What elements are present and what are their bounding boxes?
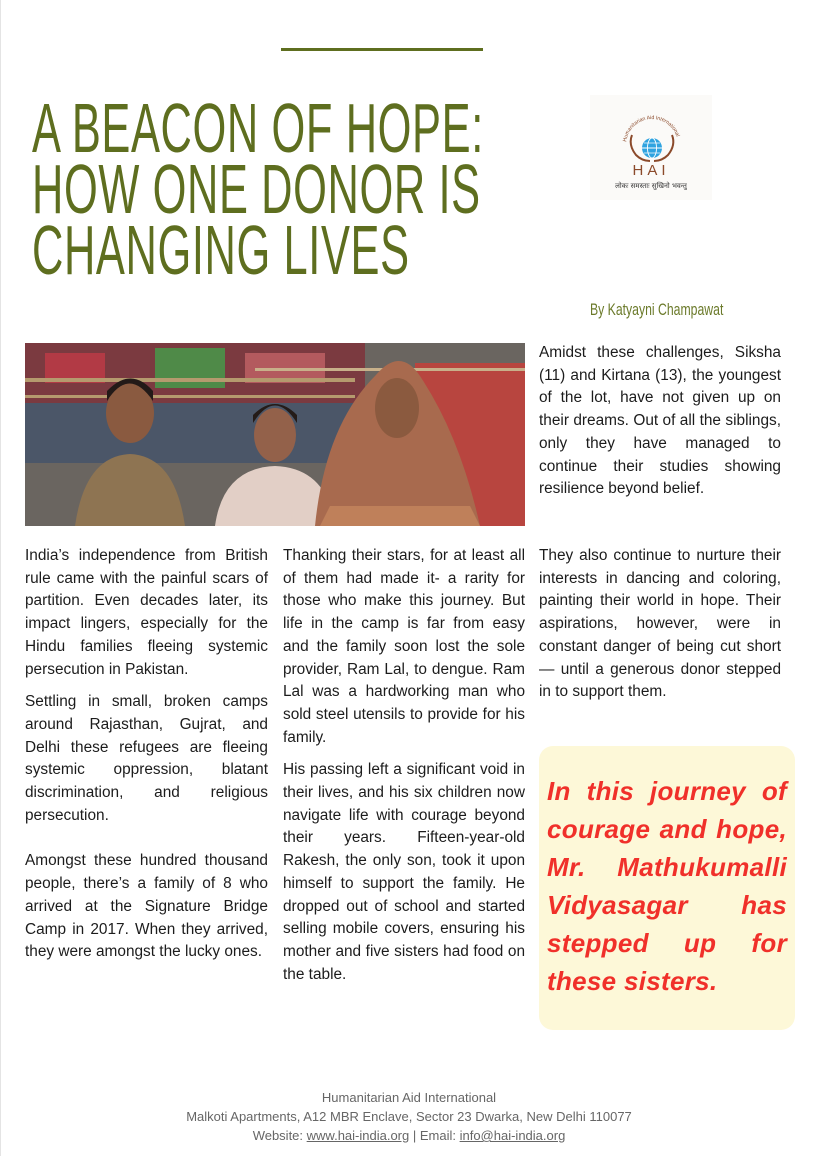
logo-arc-text: Humanitarian Aid International (622, 114, 681, 143)
paragraph: Amongst these hundred thousand people, there’s a family of 8 who arrived at the Signature Bridge Camp in 2017. When they arrived, they were amongst the lucky ones. (25, 852, 268, 961)
website-link[interactable]: www.hai-india.org (306, 1128, 410, 1143)
footer (0, 1088, 818, 1145)
paragraph: Settling in small, broken camps around Rajasthan, Gujrat, and Delhi these refugees are fleeing systemic oppression, blatant discrimination, and religious persecution. (25, 693, 268, 824)
article-column-1 (25, 545, 268, 974)
top-rule-divider (281, 48, 483, 51)
article-column-3-top (539, 342, 781, 511)
pull-quote-callout (539, 746, 795, 1030)
article-title (32, 89, 484, 289)
footer-address: Malkoti Apartments, A12 MBR Enclave, Sector 23 Dwarka, New Delhi 110077 (186, 1109, 632, 1124)
family-photo-image (25, 343, 525, 526)
logo-acronym: HAI (632, 162, 670, 179)
hai-logo (590, 95, 712, 200)
pull-quote-text: In this journey of courage and hope, Mr. Mathukumalli Vidyasagar has stepped up for these sisters. (547, 776, 787, 996)
title-line-1: A BEACON OF HOPE: (32, 89, 484, 167)
footer-contact (0, 1126, 818, 1145)
family-photo (25, 343, 525, 526)
footer-org-name: Humanitarian Aid International (321, 1090, 497, 1105)
paragraph: They also continue to nurture their interests in dancing and coloring, painting their world in hope. Their aspirations, however, were in constant danger of being cut short— until a generous donor stepped in to support them. (539, 547, 781, 701)
article-column-3-bottom (539, 545, 781, 714)
article-column-2 (283, 545, 525, 996)
title-line-2: HOW ONE DONOR IS (32, 150, 481, 228)
title-line-3: CHANGING LIVES (32, 211, 410, 289)
hai-logo-icon (590, 95, 712, 200)
paragraph: Thanking their stars, for at least all of them had made it- a rarity for those who make this journey. But life in the camp is far from easy and the family soon lost the sole provider, Ram Lal, to dengue. Ram Lal was a hardworking man who sold steel utensils to provide for his family. (283, 547, 525, 746)
page-edge (0, 0, 1, 1156)
author-byline: By Katyayni Champawat (590, 300, 724, 319)
footer-website-label: Website: (252, 1128, 307, 1143)
email-link[interactable]: info@hai-india.org (459, 1128, 566, 1143)
paragraph: India’s independence from British rule came with the painful scars of partition. Even decades later, its impact lingers, especially for the Hindu families fleeing systemic persecution in Pakistan. (25, 547, 268, 678)
logo-motto: लोकः समस्ताः सुखिनो भवन्तु (615, 182, 687, 190)
paragraph: Amidst these challenges, Siksha (11) and Kirtana (13), the youngest of the lot, have not given up on their dreams. Out of all the siblings, only they have managed to continue their studies showing resilience beyond belief. (539, 344, 781, 498)
paragraph: His passing left a significant void in their lives, and his six children now navigate life with courage beyond their years. Fifteen-year-old Rakesh, the only son, took it upon himself to support the family. He dropped out of school and started selling mobile covers, ensuring his mother and five sisters had food on the table. (283, 761, 525, 983)
footer-separator: | Email: (409, 1128, 460, 1143)
